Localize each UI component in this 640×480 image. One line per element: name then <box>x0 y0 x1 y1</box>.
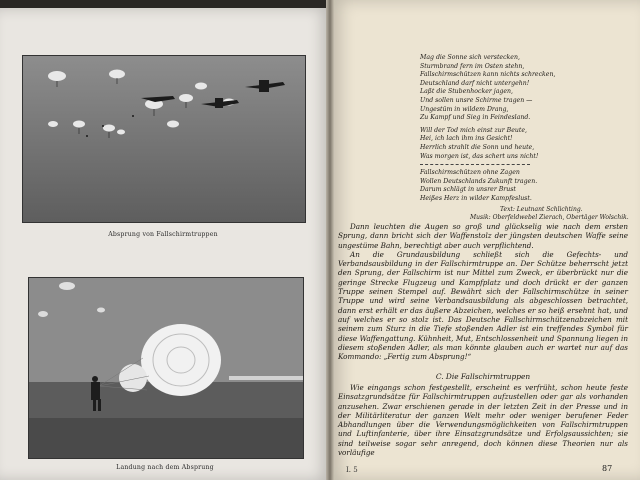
poem-line: Darum schlägt in unsrer Brust <box>420 186 516 194</box>
poem-line: Fallschirmschützen ohne Zagen <box>420 169 520 177</box>
poem-line: Sturmbrand fern im Osten stehn, <box>420 62 525 70</box>
stanza-divider <box>420 164 530 165</box>
poem-line: Heißes Herz in wilder Kampfeslust. <box>420 194 532 202</box>
paragraph: An die Grundausbildung schließt sich die Gefechts- und Verbandsausbildung in der Fallschirmtruppe an. Der Schütze beherrscht jetzt den Sprung, der Fallschirm ist nur Mittel zum Zweck, er überbrückt nur die geringe Strecke Flugzeug und Kampfplatz und doch drückt er der ganzen Truppe seinen Stempel auf. Bewährt sich der Fallschirmschütze in seiner Truppe und wird seine Verbandsausbildung als abgeschlossen betrachtet, dann erst erhält er das äußere Abzeichen, welches er so heiß ersehnt hat, und auf welches er so stolz ist. Das Deutsche Fallschirmschützenabzeichen mit seinem zum Sturz in die Tiefe stoßenden Adler ist ein treffendes Symbol für diese Waffengattung. Kühnheit, Mut, Entschlossenheit und Spannung liegen in diesem stoßenden Adler, als man könnte glauben auch er wartet nur auf das Kommando: „Fertig zum Absprung!“ <box>338 249 628 362</box>
poem-line: Laßt die Stubenhocker jagen, <box>420 88 513 96</box>
book-gutter <box>326 0 334 480</box>
poem-line: Mag die Sonne sich verstecken, <box>420 54 520 61</box>
stanza-gap <box>420 161 630 169</box>
photo-top-caption: Absprung von Fallschirmtruppen <box>108 231 218 238</box>
body-text <box>338 222 628 361</box>
poem-credit-text: Text: Leutnant Schlichting. <box>500 206 583 213</box>
poem-line: Fallschirmschützen kann nichts schrecken, <box>420 71 556 79</box>
poem-line: Herrlich strahlt die Sonn und heute, <box>420 143 535 151</box>
poem-line: Ungestüm in wildem Drang, <box>420 105 509 113</box>
photo-parachute-jump <box>22 55 306 223</box>
page-number: 87 <box>602 464 613 473</box>
poem-line: Was morgen ist, das schert uns nicht! <box>420 152 539 160</box>
poem-block <box>420 54 630 204</box>
printer-signature-mark: I. 5 <box>346 466 358 474</box>
poem-line: Deutschland darf nicht untergehn! <box>420 79 530 87</box>
poem-line: Und sollen unsre Schirme tragen — <box>420 96 533 104</box>
poem-line: Wollen Deutschlands Zukunft tragen. <box>420 177 538 185</box>
poem-line: Will der Tod mich einst zur Beute, <box>420 126 527 134</box>
photo-bottom-caption: Landung nach dem Absprung <box>116 464 214 471</box>
paragraph: Dann leuchten die Augen so groß und glückselig wie nach dem ersten Sprung, dann bricht sich der Waffenstolz der jüngsten deutschen Waffe seine ungestüme Bahn, berechtigt aber auch verpflichtend. <box>338 222 628 250</box>
poem-credit-music: Musik: Oberfeldwebel Zierach, Obertäger Wolschik. <box>470 214 629 221</box>
poem-line: Hei, ich lach ihm ins Gesicht! <box>420 135 513 143</box>
photo-parachute-landing <box>28 277 304 459</box>
body-text-section-c <box>338 383 628 457</box>
paragraph: Wie eingangs schon festgestellt, erscheint es verfrüht, schon heute feste Einsatzgrundsätze für Fallschirmtruppen aufzustellen oder gar als vorhanden anzusehen. Zwar erschienen gerade in der letzten Zeit in der Presse und in der Militärliteratur der ganzen Welt mehr oder weniger berufener Feder Abhandlungen über die Verwendungsmöglichkeiten von Fallschirmtruppen und Luftinfanterie, über ihre Einsatzgrundsätze und Erfolgsaussichten; sie sind teilweise sogar sehr anregend, doch können diese Theorien nur als vorläufige <box>338 383 628 458</box>
poem-line: Zu Kampf und Sieg in Feindesland. <box>420 114 531 122</box>
section-heading: C. Die Fallschirmtruppen <box>435 372 531 381</box>
